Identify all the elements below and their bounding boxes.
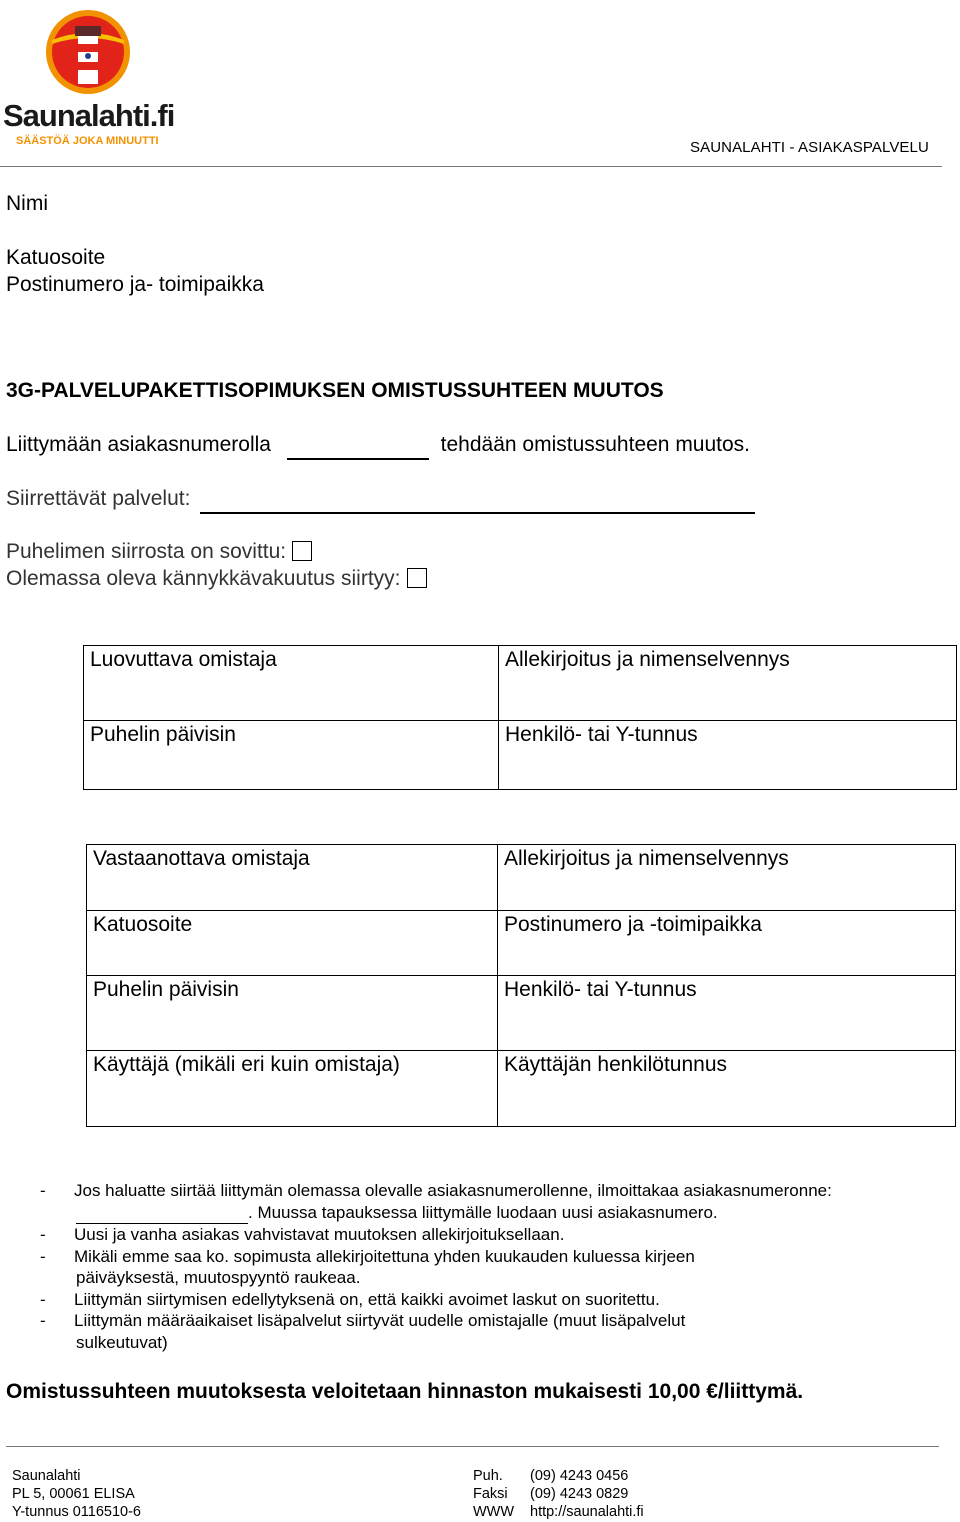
table-row [87, 1051, 956, 1127]
notes-list [40, 1180, 950, 1353]
insurance-transfer-line [6, 565, 427, 592]
list-item: - Mikäli emme saa ko. sopimusta allekirjoitettuna yhden kuukauden kuluessa kirjeen päiväyksestä, muutospyyntö raukeaa. [40, 1246, 950, 1289]
footer-phone: (09) 4243 0456 [530, 1468, 629, 1484]
footer-www-label: WWW [473, 1504, 515, 1520]
table-row [87, 845, 956, 911]
customer-number-blank[interactable] [287, 431, 429, 460]
table-row [84, 721, 957, 790]
footer-fax: (09) 4243 0829 [530, 1486, 629, 1502]
table-row [84, 646, 957, 721]
current-owner-cell[interactable]: Luovuttava omistaja [84, 646, 499, 721]
table-row [87, 976, 956, 1051]
phone-transfer-checkbox[interactable] [292, 541, 312, 561]
current-owner-phone-cell[interactable]: Puhelin päivisin [84, 721, 499, 790]
phone-transfer-label: Puhelimen siirrosta on sovittu: [6, 540, 287, 563]
footer-phone-label: Puh. [473, 1468, 503, 1484]
new-owner-postal-cell[interactable]: Postinumero ja -toimipaikka [498, 911, 956, 976]
transferred-services-blank[interactable] [200, 485, 755, 514]
transferred-services-label: Siirrettävät palvelut: [6, 487, 191, 510]
table-row [87, 911, 956, 976]
user-id-cell[interactable]: Käyttäjän henkilötunnus [498, 1051, 956, 1127]
list-item: - Jos haluatte siirtää liittymän olemassa olevalle asiakasnumerollenne, ilmoittakaa asiakasnumeronne: . Muussa tapauksessa liittymälle luodaan uusi asiakasnumero. [40, 1180, 950, 1224]
new-owner-phone-cell[interactable]: Puhelin päivisin [87, 976, 498, 1051]
current-owner-signature-cell[interactable]: Allekirjoitus ja nimenselvennys [499, 646, 957, 721]
footer-contact-block [473, 1467, 644, 1521]
footer-divider [6, 1446, 939, 1447]
list-item: - Liittymän siirtymisen edellytyksenä on, että kaikki avoimet laskut on suoritettu. [40, 1289, 660, 1309]
note-text: Jos haluatte siirtää liittymän olemassa olevalle asiakasnumerollenne, ilmoittakaa asiakasnumeronne: [74, 1181, 832, 1200]
footer-ytunnus: Y-tunnus 0116510-6 [12, 1504, 141, 1520]
transferred-services-line [6, 485, 755, 514]
recipient-street: Katuosoite [6, 246, 106, 269]
user-cell[interactable]: Käyttäjä (mikäli eri kuin omistaja) [87, 1051, 498, 1127]
recipient-postal: Postinumero ja- toimipaikka [6, 273, 264, 296]
note-text: Liittymän määräaikaiset lisäpalvelut siirtyvät uudelle omistajalle (muut lisäpalvelut [74, 1311, 686, 1330]
form-title: 3G-PALVELUPAKETTISOPIMUKSEN OMISTUSSUHTEEN MUUTOS [6, 379, 664, 402]
list-item: - Uusi ja vanha asiakas vahvistavat muutoksen allekirjoituksellaan. [40, 1225, 565, 1244]
list-item: - Liittymän määräaikaiset lisäpalvelut siirtyvät uudelle omistajalle (muut lisäpalvelut sulkeutuvat) [40, 1310, 950, 1353]
existing-customer-number-blank[interactable] [76, 1202, 248, 1225]
recipient-name: Nimi [6, 192, 48, 215]
note-text: Liittymän siirtymisen edellytyksenä on, että kaikki avoimet laskut on suoritettu. [74, 1289, 660, 1309]
footer-www-link[interactable]: http://saunalahti.fi [530, 1504, 644, 1520]
insurance-transfer-checkbox[interactable] [407, 568, 427, 588]
customer-number-label: Liittymään asiakasnumerolla [6, 433, 271, 456]
footer-fax-label: Faksi [473, 1486, 508, 1502]
new-owner-signature-cell[interactable]: Allekirjoitus ja nimenselvennys [498, 845, 956, 911]
logo-wordmark: Saunalahti.fi [3, 98, 175, 133]
note-text: Mikäli emme saa ko. sopimusta allekirjoitettuna yhden kuukauden kuluessa kirjeen [74, 1246, 695, 1266]
customer-number-line [6, 431, 750, 460]
footer-company-block [12, 1467, 141, 1521]
header-title: SAUNALAHTI - ASIAKASPALVELU [690, 139, 929, 156]
saunalahti-logo [0, 4, 180, 154]
current-owner-id-cell[interactable]: Henkilö- tai Y-tunnus [499, 721, 957, 790]
logo-slogan: SÄÄSTÖÄ JOKA MINUUTTI [16, 135, 159, 147]
current-owner-table [83, 645, 957, 790]
insurance-transfer-label: Olemassa oleva kännykkävakuutus siirtyy: [6, 567, 401, 590]
new-owner-id-cell[interactable]: Henkilö- tai Y-tunnus [498, 976, 956, 1051]
footer-company: Saunalahti [12, 1468, 81, 1484]
new-owner-table [86, 844, 956, 1127]
footer-address: PL 5, 00061 ELISA [12, 1486, 135, 1502]
new-owner-cell[interactable]: Vastaanottava omistaja [87, 845, 498, 911]
new-owner-street-cell[interactable]: Katuosoite [87, 911, 498, 976]
phone-transfer-line [6, 538, 312, 565]
note-text: . Muussa tapauksessa liittymälle luodaan uusi asiakasnumero. [248, 1202, 718, 1222]
note-text: sulkeutuvat) [76, 1332, 168, 1352]
note-text: päiväyksestä, muutospyyntö raukeaa. [76, 1268, 361, 1287]
header-divider [0, 166, 942, 167]
fee-statement: Omistussuhteen muutoksesta veloitetaan hinnaston mukaisesti 10,00 €/liittymä. [6, 1380, 804, 1403]
customer-number-suffix: tehdään omistussuhteen muutos. [440, 433, 751, 456]
note-text: Uusi ja vanha asiakas vahvistavat muutoksen allekirjoituksellaan. [74, 1225, 565, 1244]
